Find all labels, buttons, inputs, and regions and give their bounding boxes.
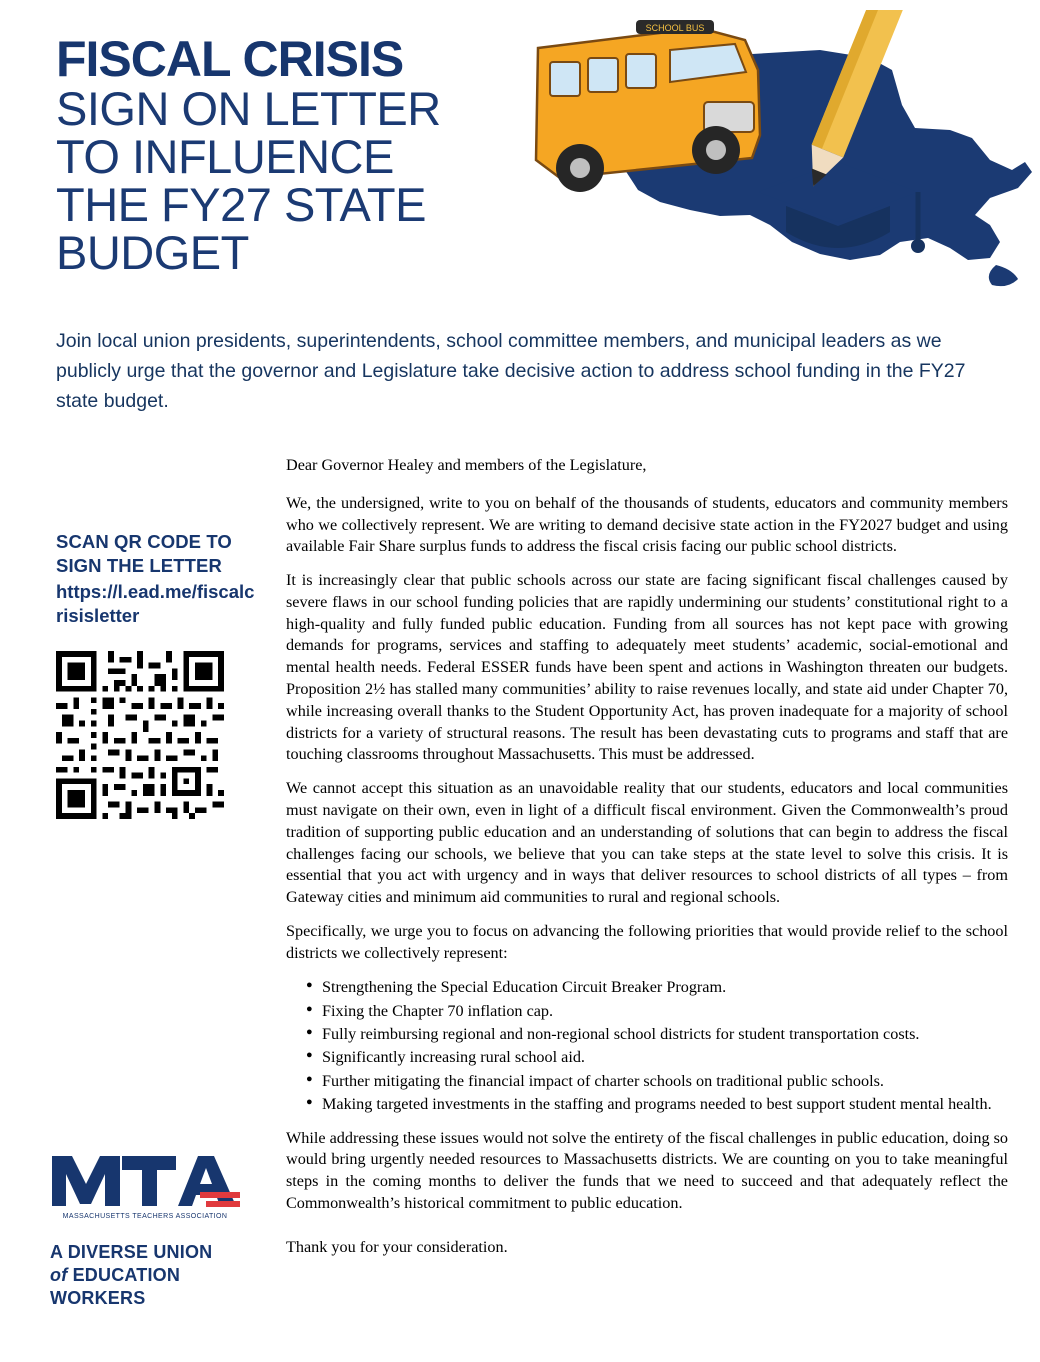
intro-paragraph: Join local union presidents, superintendents, school committee members, and municipal leaders as we publicly urge that the governor and Legislature take decisive action to address school funding in the FY27 state budget. — [56, 330, 966, 413]
letter-thank-you: Thank you for your consideration. — [286, 1237, 508, 1256]
letter-body — [286, 455, 1008, 1270]
mta-logo-icon — [50, 1148, 240, 1224]
hero-section — [0, 0, 1040, 310]
tagline-line-1: A DIVERSE UNION — [50, 1242, 213, 1262]
list-item: ● Further mitigating the financial impact of charter schools on traditional public schools. — [306, 1070, 1008, 1092]
school-bus-icon — [536, 20, 760, 192]
qr-code-svg — [56, 651, 224, 819]
tagline-line-2: EDUCATION — [72, 1265, 181, 1286]
title-line-3: TO INFLUENCE — [56, 129, 394, 183]
title-line-4: THE FY27 STATE — [56, 177, 426, 231]
letter-paragraph-2: It is increasingly clear that public schools across our state are facing significant fiscal challenges caused by severe flaws in our school funding policies that are rapidly undermining our students’ constitutional right to a high-quality and fully funded public education. Funding from all sources has not kept pace with growing demands for programs, services and staffing to adequately meet students’ academic, social-emotional and mental health needs. Federal ESSER funds have been spent and actions in Washington threaten our budgets. Proposition 2½ has stalled many communities’ ability to raise revenues locally, and state aid under Chapter 70, while increasing overall thanks to the Student Opportunity Act, has proven inadequate for a majority of school districts for a variety of structural reasons. The result has been devastating cuts to programs and staff that are touching classrooms throughout Massachusetts. This must be addressed. — [286, 571, 1008, 764]
list-item: ● Fixing the Chapter 70 inflation cap. — [306, 1000, 1008, 1022]
title-line-1: FISCAL CRISIS — [56, 31, 404, 87]
list-item: ● Strengthening the Special Education Circuit Breaker Program. — [306, 976, 1008, 998]
list-item: ● Fully reimbursing regional and non-regional school districts for student transportation costs. — [306, 1023, 1008, 1045]
artwork-svg — [520, 10, 1040, 310]
qr-code-icon[interactable] — [56, 651, 224, 819]
qr-sidebar — [56, 530, 256, 819]
title-line-5: BUDGET — [56, 225, 249, 279]
sign-letter-url[interactable]: https://l.ead.me/fiscalcrisisletter — [56, 580, 255, 627]
logo-tagline — [50, 1241, 265, 1310]
list-item: ● Significantly increasing rural school aid. — [306, 1046, 1008, 1068]
hero-artwork — [520, 10, 1040, 310]
priorities-list — [286, 976, 1008, 1115]
svg-text:SCHOOL BUS: SCHOOL BUS — [645, 23, 705, 33]
letter-closing-paragraph: While addressing these issues would not solve the entirety of the fiscal challenges in public education, doing so would bring urgently needed resources to Massachusetts districts. We are counting on you to take meaningful steps in the coming months to deliver the funds that we need to succeed and that adequately reflect the Commonwealth’s historical commitment to public education. — [286, 1128, 1008, 1212]
scan-instruction-heading: SCAN QR CODE TO SIGN THE LETTER — [56, 531, 232, 577]
logo-fullname: MASSACHUSETTS TEACHERS ASSOCIATION — [62, 1213, 228, 1220]
tagline-line-3: WORKERS — [50, 1288, 146, 1309]
page-title — [56, 31, 526, 279]
list-item: ● Making targeted investments in the staffing and programs needed to best support student mental health. — [306, 1093, 1008, 1115]
tagline-italic: of — [50, 1265, 68, 1286]
mta-logo-block — [50, 1148, 265, 1310]
letter-paragraph-3: We cannot accept this situation as an unavoidable reality that our students, educators and local communities must navigate on their own, even in light of a difficult fiscal environment. Given the Commonwealth’s proud tradition of supporting public education and an understanding of solutions that can begin to address the fiscal challenges facing our schools, we believe that you can take steps at the state level to solve this crisis. It is essential that you act with urgency and in ways that deliver resources to school districts of all types – from Gateway cities and minimum aid communities to rural and regional schools. — [286, 779, 1008, 907]
letter-salutation: Dear Governor Healey and members of the Legislature, — [286, 456, 647, 474]
letter-paragraph-1: We, the undersigned, write to you on behalf of the thousands of students, educators and community members who we collectively represent. We are writing to demand decisive state action in the FY2027 budget and using available Fair Share surplus funds to address the fiscal crisis facing our public school districts. — [286, 493, 1008, 556]
letter-paragraph-4: Specifically, we urge you to focus on advancing the following priorities that would provide relief to the school districts we collectively represent: — [286, 921, 1008, 962]
title-line-2: SIGN ON LETTER — [56, 82, 441, 135]
